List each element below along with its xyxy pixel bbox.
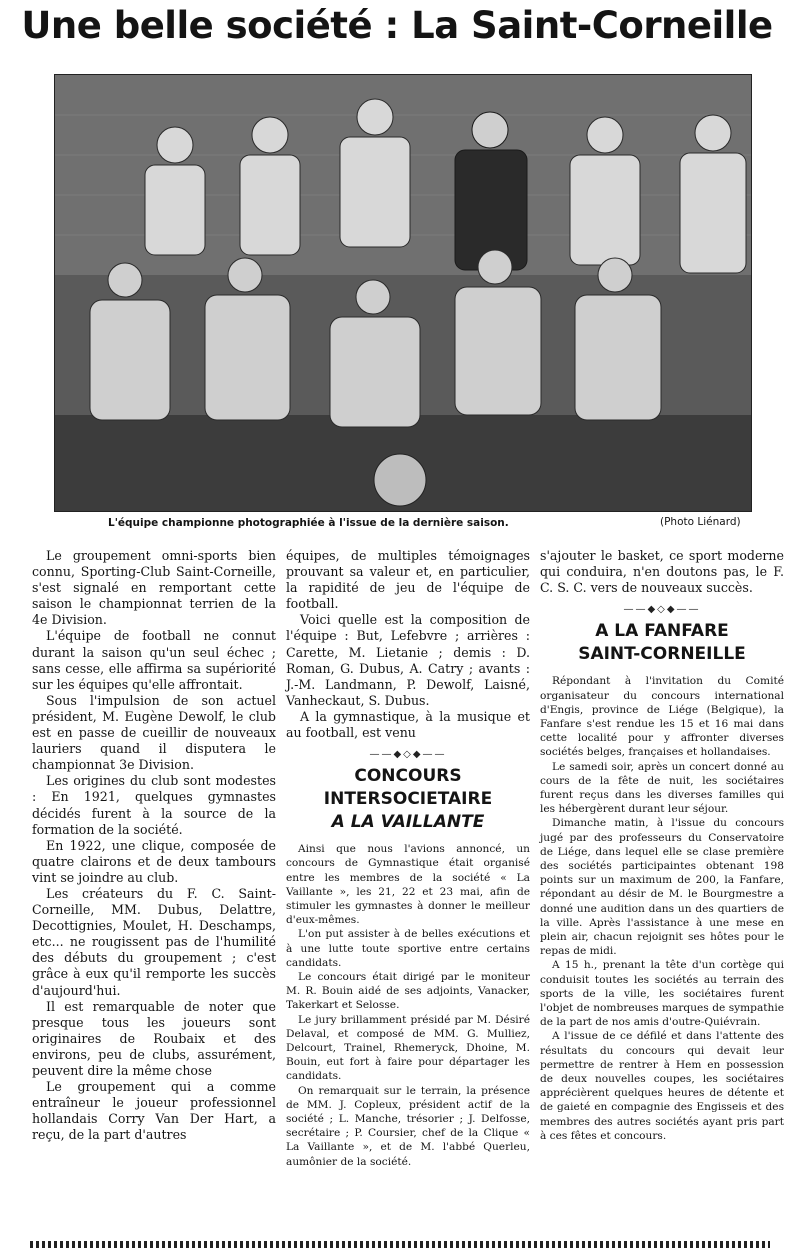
article-paragraph: Le groupement qui a comme entraîneur le joueur professionnel hollandais Corry Van Der Hart, a reçu, de la part d'autres <box>32 1079 276 1143</box>
ornament-divider: ——◆◇◆—— <box>369 749 447 761</box>
photo-caption: L'équipe championne photographiée à l'issue de la dernière saison. <box>108 517 509 529</box>
article-column-1 <box>32 548 276 1143</box>
concours-paragraph: Le concours était dirigé par le moniteur M. R. Bouin aidé de ses adjoints, Vanacker, Takerkart et Selosse. <box>286 971 530 1012</box>
team-photo-drawing <box>55 75 751 511</box>
fanfare-paragraph: Répondant à l'invitation du Comité organisateur du concours international d'Engis, province de Liége (Belgique), la Fanfare s'est rendue les 15 et 16 mai dans cette localité pour y affronter diverses sociétés belges, françaises et hollandaises. <box>540 675 784 759</box>
article-paragraph: Les origines du club sont modestes : En 1921, quelques gymnastes décidés furent à la source de la formation de la société. <box>32 773 276 837</box>
article-paragraph: Il est remarquable de noter que presque tous les joueurs sont originaires de Roubaix et des environs, peu de clubs, assurément, peuvent dire la même chose <box>32 998 276 1078</box>
photo-credit: (Photo Liénard) <box>660 516 741 528</box>
fanfare-paragraph: Le samedi soir, après un concert donné au cours de la fête de nuit, les sociétaires furent reçus dans les diverses familles qui les hébergèrent durant leur séjour. <box>540 760 784 816</box>
concours-paragraph: Le jury brillamment présidé par M. Désiré Delaval, et composé de MM. G. Mulliez, Delcourt, Trainel, Rhemeryck, Dhoine, M. Bouin, eut fort à faire pour départager les candidats. <box>286 1013 530 1083</box>
fanfare-paragraph: Dimanche matin, à l'issue du concours jugé par des professeurs du Conservatoire de Liége, dans lequel elle se clase première des sociétés participaintes obtenant 198 points sur un maximum de 200, la Fanfare, répondant au désir de M. le Bourgmestre a donné une audition dans un des quartiers de la ville. Après l'assistance à une mese en plein air, chacun rejoignit ses hôtes pour le repas de midi. <box>540 817 784 958</box>
article-paragraph: A la gymnastique, à la musique et au football, est venu <box>286 708 530 741</box>
fanfare-paragraph: A l'issue de ce défilé et dans l'attente des résultats du concours qui devait leur permettre de rentrer à Hem en possession de deux nouvelles coupes, les sociétaires apprécièrent quelques heures de détente et de gaieté en compagnie des Engisseis et des membres des autres sociétés ayant pris part à ces fêtes et concours. <box>540 1030 784 1142</box>
article-paragraph: L'équipe de football ne connut durant la saison qu'un seul échec ; sans cesse, elle affirma sa supériorité sur les équipes qu'elle affrontait. <box>32 628 276 692</box>
bottom-rule <box>30 1241 770 1248</box>
article-paragraph: s'ajouter le basket, ce sport moderne qui conduira, n'en doutons pas, le F. C. S. C. vers de nouveaux succès. <box>540 548 784 596</box>
concours-body <box>286 842 530 1169</box>
concours-title-3: A LA VAILLANTE <box>331 812 485 833</box>
article-column-3 <box>540 548 784 1143</box>
fanfare-title-1: A LA FANFARE <box>595 621 729 642</box>
ornament-divider: ——◆◇◆—— <box>623 604 701 616</box>
article-paragraph: Voici quelle est la composition de l'équipe : But, Lefebvre ; arrières : Carette, M. Lietanie ; demis : D. Roman, G. Dubus, A. Catry ; avants : J.-M. Landmann, P. Dewolf, Laisné, Vanheckaut, S. Dubus. <box>286 612 530 708</box>
article-column-2 <box>286 548 530 1169</box>
page-headline: Une belle société : La Saint-Corneille <box>21 4 773 47</box>
fanfare-paragraph: A 15 h., prenant la tête d'un cortège qui conduisit toutes les sociétés au terrain des sports de la ville, les sociétaires furent l'objet de nombreuses marques de sympathie de la part de nos amis d'outre-Quiévrain. <box>540 959 784 1029</box>
concours-paragraph: L'on put assister à de belles exécutions et à une lutte toute sportive entre certains candidats. <box>286 928 530 969</box>
concours-paragraph: On remarquait sur le terrain, la présence de MM. J. Copleux, président actif de la société ; L. Manche, trésorier ; J. Delfosse, secrétaire ; P. Coursier, chef de la Clique « La Vaillante », et de M. l'abbé Querleu, aumônier de la société. <box>286 1084 530 1168</box>
concours-paragraph: Ainsi que nous l'avions annoncé, un concours de Gymnastique était organisé entre les membres de la société « La Vaillante », les 21, 22 et 23 mai, afin de stimuler les gymnastes à donner le meilleur d'eux-mêmes. <box>286 843 530 927</box>
fanfare-body <box>540 674 784 1143</box>
team-photo <box>54 74 752 512</box>
concours-title-1: CONCOURS <box>354 766 462 787</box>
article-paragraph: En 1922, une clique, composée de quatre clairons et de deux tambours vint se joindre au club. <box>32 837 276 885</box>
article-paragraph: Les créateurs du F. C. Saint-Corneille, MM. Dubus, Delattre, Decottignies, Moulet, H. Deschamps, etc... ne rougissent pas de l'humilité des débuts du groupement ; c'est grâce à eux qu'il remporte les succès d'aujourd'hui. <box>32 885 276 998</box>
article-paragraph: Le groupement omni-sports bien connu, Sporting-Club Saint-Corneille, s'est signalé en remportant cette saison le championnat terrien de la 4e Division. <box>32 548 276 628</box>
concours-title-2: INTERSOCIETAIRE <box>323 789 493 810</box>
article-paragraph: équipes, de multiples témoignages prouvant sa valeur et, en particulier, la rapidité de jeu de l'équipe de football. <box>286 548 530 612</box>
article-paragraph: Sous l'impulsion de son actuel président, M. Eugène Dewolf, le club est en passe de cueillir de nouveaux lauriers quand il disputera le championnat 3e Division. <box>32 692 276 773</box>
fanfare-title-2: SAINT-CORNEILLE <box>578 644 746 665</box>
